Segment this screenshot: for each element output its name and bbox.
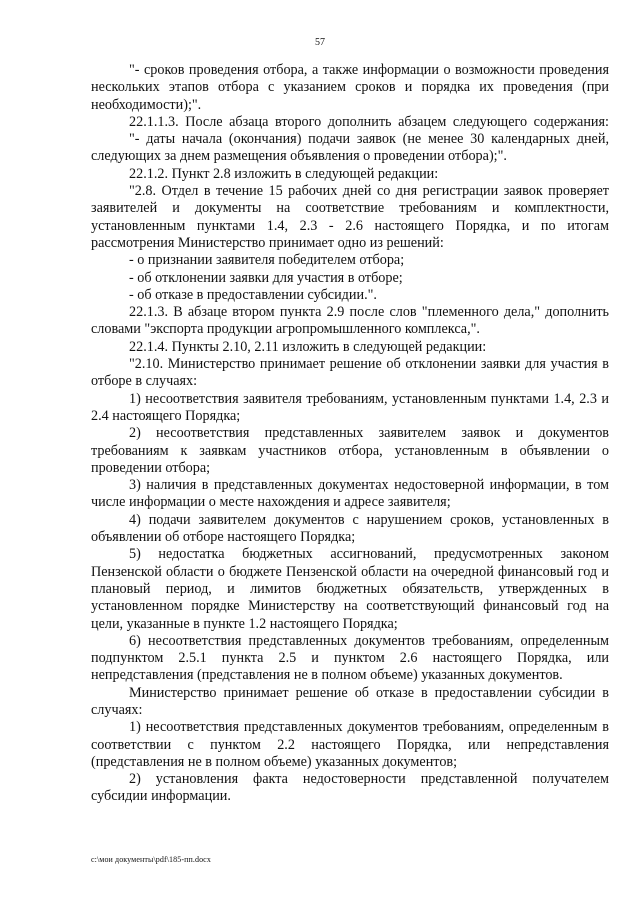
list-item: 5) недостатка бюджетных ассигнований, предусмотренных законом Пензенской области о бюджете Пензенской области на очередной финансовый год и плановый период, и лимитов бюджетных обязательств, утвержденных в установленном порядке Министерству на соответствующий финансовый год на цели, указанные в пункте 1.2 настоящего Порядка; xyxy=(91,546,609,632)
paragraph: 22.1.3. В абзаце втором пункта 2.9 после слов "племенного дела," дополнить словами "экспорта продукции агропромышленного комплекса,". xyxy=(91,304,609,338)
list-item: 2) несоответствия представленных заявителем заявок и документов требованиям к заявкам участников отбора, установленным в объявлении о проведении отбора; xyxy=(91,425,609,476)
paragraph: 22.1.4. Пункты 2.10, 2.11 изложить в следующей редакции: xyxy=(129,338,487,355)
paragraph: Министерство принимает решение об отказе в предоставлении субсидии в случаях: xyxy=(91,684,609,718)
list-item: - о признании заявителя победителем отбора; xyxy=(129,252,405,269)
paragraph: "2.8. Отдел в течение 15 рабочих дней со дня регистрации заявок проверяет заявителей и документы на соответствие требованиям и комплектности, установленным пунктами 1.4, 2.3 - 2.6 настоящего Порядка, и по итогам рассмотрения Министерство принимает одно из решений: xyxy=(91,183,609,251)
list-item: 1) несоответствия заявителя требованиям, установленным пунктами 1.4, 2.3 и 2.4 настоящего Порядка; xyxy=(91,390,609,424)
paragraph: 22.1.2. Пункт 2.8 изложить в следующей редакции: xyxy=(129,165,439,182)
list-item: 3) наличия в представленных документах недостоверной информации, в том числе информации о месте нахождения и адресе заявителя; xyxy=(91,477,609,511)
paragraph: 22.1.1.3. После абзаца второго дополнить абзацем следующего содержания: xyxy=(129,113,609,130)
list-item: - об отклонении заявки для участия в отборе; xyxy=(129,269,403,286)
list-item: 6) несоответствия представленных документов требованиям, определенным подпунктом 2.5.1 пункта 2.5 и пунктом 2.6 настоящего Порядка, или непредставления (представления не в полном объеме) указанных документов. xyxy=(91,632,609,684)
document-body xyxy=(91,62,609,806)
paragraph: "- сроков проведения отбора, а также информации о возможности проведения нескольких этапов отбора с указанием сроков и порядка их проведения (при необходимости);". xyxy=(91,62,609,113)
list-item: 4) подачи заявителем документов с нарушением сроков, установленных в объявлении об отборе настоящего Порядка; xyxy=(91,511,609,546)
list-item: 1) несоответствия представленных документов требованиям, определенным в соответствии с пунктом 2.2 настоящего Порядка, или непредставления (представления не в полном объеме) указанных документов; xyxy=(91,719,609,770)
list-item: 2) установления факта недостоверности представленной получателем субсидии информации. xyxy=(91,771,609,805)
paragraph: "- даты начала (окончания) подачи заявок (не менее 30 календарных дней, следующих за днем размещения объявления о проведении отбора);". xyxy=(91,131,609,165)
page-number: 57 xyxy=(315,37,325,48)
paragraph: "2.10. Министерство принимает решение об отклонении заявки для участия в отборе в случаях: xyxy=(91,356,609,390)
list-item: - об отказе в предоставлении субсидии.". xyxy=(129,286,377,303)
footer-file-path: c:\мои документы\pdf\185-пп.docx xyxy=(91,855,211,864)
